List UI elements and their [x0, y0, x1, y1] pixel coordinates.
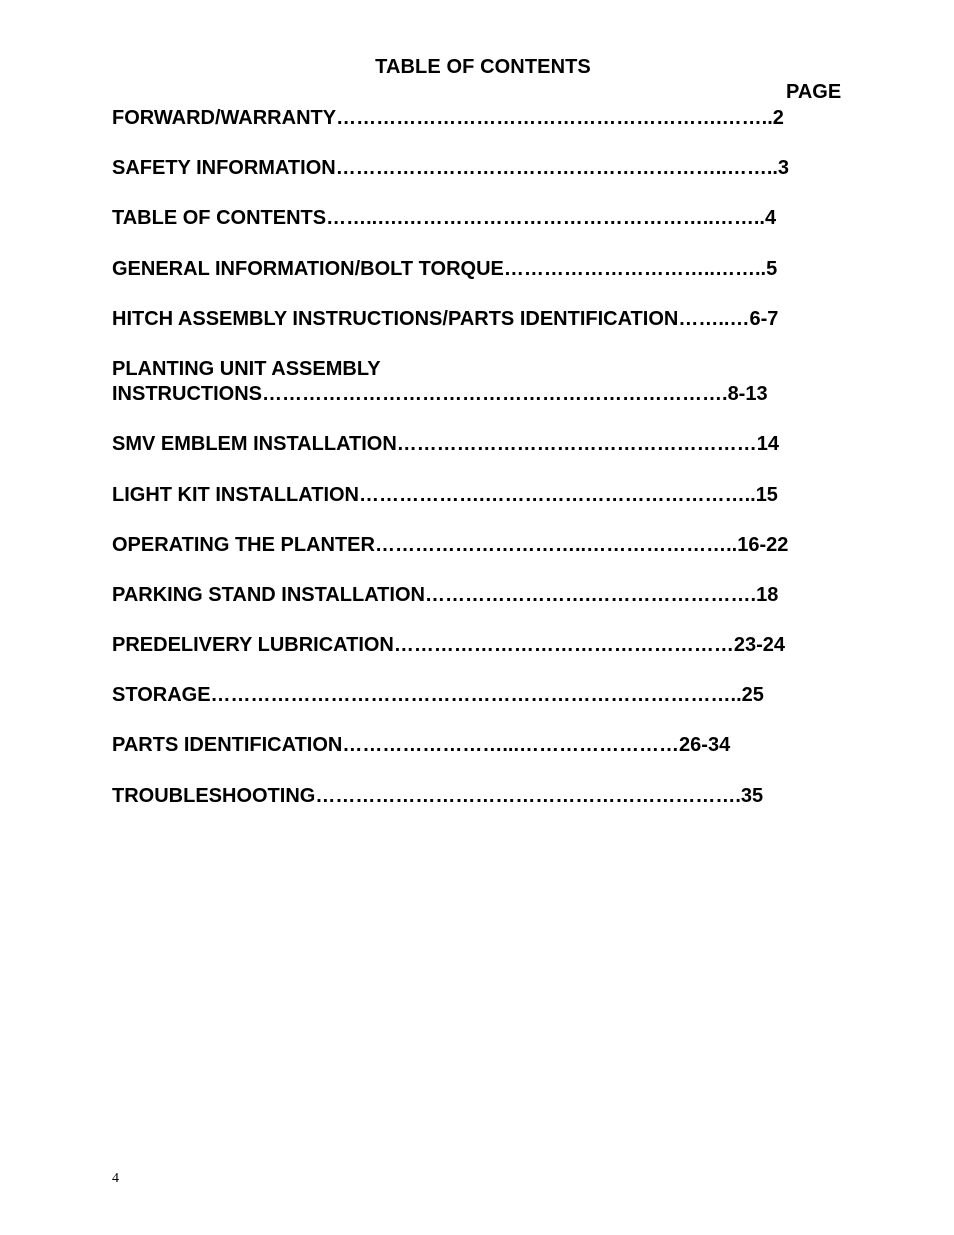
toc-entry-page: 35 — [740, 785, 764, 807]
toc-entry-page: .3 — [772, 157, 790, 179]
toc-entry-page: .5 — [760, 258, 778, 280]
dot-leader: ………………………………………………………. — [315, 785, 741, 807]
toc-entry-label: TROUBLESHOOTING — [112, 785, 316, 807]
dot-leader: …………………………………………… — [393, 634, 734, 656]
toc-title: TABLE OF CONTENTS — [375, 56, 591, 78]
toc-entry-page: 8-13 — [727, 383, 768, 405]
toc-entry-page: 25 — [741, 684, 764, 706]
toc-entry-label: SAFETY INFORMATION — [112, 157, 336, 179]
toc-entry-label: PARTS IDENTIFICATION — [112, 734, 343, 756]
footer-page-number: 4 — [112, 1171, 119, 1186]
dot-leader: …………………………………………………..……. — [335, 157, 773, 179]
toc-entry-page: 26-34 — [679, 734, 731, 756]
toc-entry-general-information — [112, 257, 777, 282]
toc-entry-forward-warranty — [112, 106, 784, 131]
toc-entry-label: PREDELIVERY LUBRICATION — [112, 634, 394, 656]
toc-entry-page: 16-22 — [737, 534, 789, 556]
toc-entry-label: HITCH ASSEMBLY INSTRUCTIONS/PARTS IDENTIFICATION — [112, 308, 679, 330]
toc-entry-safety-information — [112, 156, 789, 181]
toc-entry-label: PARKING STAND INSTALLATION — [112, 584, 425, 606]
page-column-header: PAGE — [786, 81, 842, 103]
toc-entry-storage — [112, 683, 764, 708]
toc-entry-page: 18 — [756, 584, 779, 606]
toc-entry-label: FORWARD/WARRANTY — [112, 107, 337, 129]
dot-leader: …………………………..………………….. — [374, 534, 738, 556]
dot-leader: ……………………...…………………… — [342, 734, 680, 756]
toc-entry-table-of-contents — [112, 206, 776, 231]
toc-entry-label: LIGHT KIT INSTALLATION — [112, 484, 360, 506]
dot-leader: ……………………………………………………………. — [262, 383, 728, 405]
dot-leader: ……………………………………………… — [396, 433, 757, 455]
dot-leader: …………………………………………………………………….. — [210, 684, 742, 706]
toc-entry-operating-planter — [112, 533, 788, 558]
toc-entry-label: INSTRUCTIONS — [112, 383, 262, 405]
dot-leader: …………………………..……. — [503, 258, 761, 280]
toc-entry-label: OPERATING THE PLANTER — [112, 534, 375, 556]
dot-leader: ……………….………………………………….. — [359, 484, 756, 506]
toc-entry-parts-identification — [112, 733, 730, 758]
toc-entry-label: PLANTING UNIT ASSEMBLY — [112, 358, 381, 380]
toc-entry-label: GENERAL INFORMATION/BOLT TORQUE — [112, 258, 504, 280]
toc-entry-light-kit — [112, 483, 778, 508]
dot-leader: ………………………………………………….……. — [336, 107, 768, 129]
dot-leader: ……..… — [678, 308, 750, 330]
toc-entry-label: TABLE OF CONTENTS — [112, 207, 327, 229]
toc-entry-planting-unit-assembly — [112, 382, 768, 407]
toc-entry-parking-stand — [112, 583, 778, 608]
toc-entry-hitch-assembly — [112, 307, 778, 332]
toc-entry-label: STORAGE — [112, 684, 211, 706]
toc-entry-label: SMV EMBLEM INSTALLATION — [112, 433, 397, 455]
toc-entry-predelivery-lubrication — [112, 633, 785, 658]
toc-entry-page: .4 — [759, 207, 777, 229]
toc-entry-troubleshooting — [112, 784, 763, 809]
toc-entry-page: 15 — [755, 484, 778, 506]
toc-entry-page: 14 — [756, 433, 780, 455]
dot-leader: …………………….……………………. — [424, 584, 757, 606]
toc-entry-page: 6-7 — [749, 308, 779, 330]
toc-entry-planting-unit-line1 — [112, 357, 381, 382]
toc-entry-page: .2 — [767, 107, 784, 129]
dot-leader: ……..….………………………………………..……. — [326, 207, 760, 229]
toc-entry-smv-emblem — [112, 432, 779, 457]
toc-entry-page: 23-24 — [733, 634, 786, 656]
